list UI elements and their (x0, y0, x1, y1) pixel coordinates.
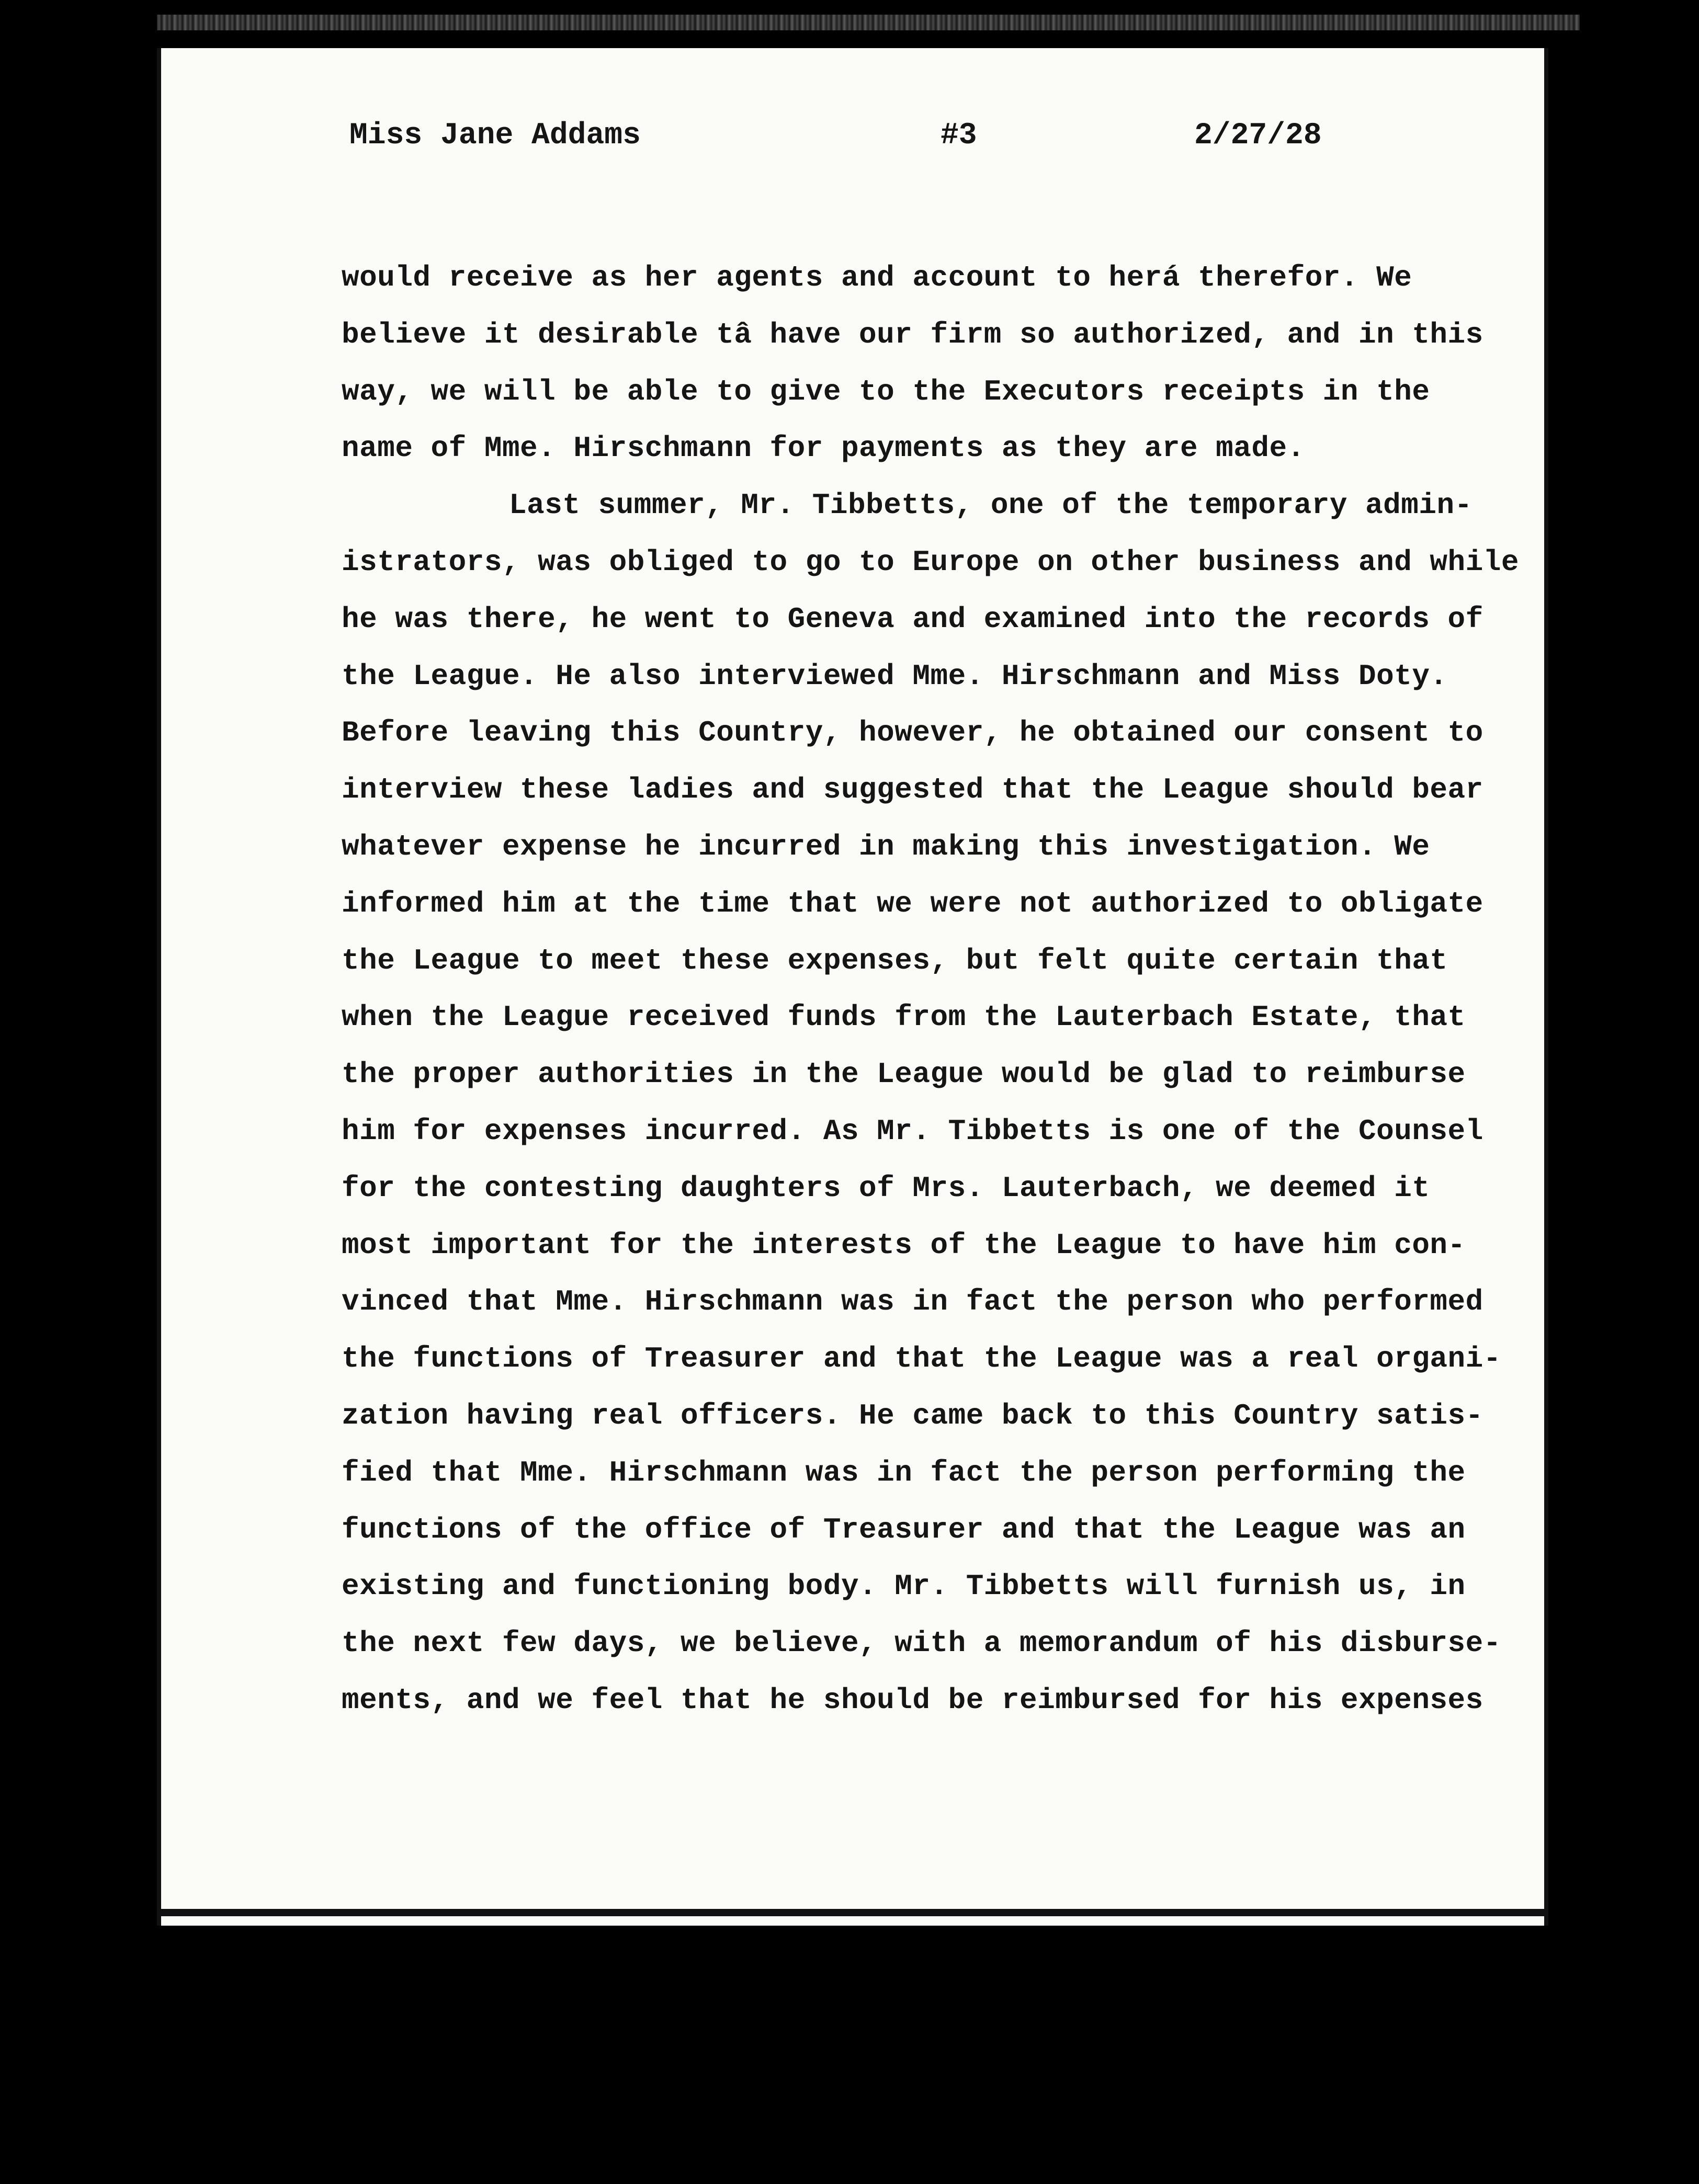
scan-noise-strip (157, 15, 1580, 30)
text-line: informed him at the time that we were not authorized to obligate (342, 886, 1483, 920)
paragraph-start-line: Last summer, Mr. Tibbetts, one of the temporary admin- (509, 488, 1473, 522)
text-line: him for expenses incurred. As Mr. Tibbetts is one of the Counsel (342, 1114, 1483, 1148)
text-line: the next few days, we believe, with a memorandum of his disburse- (342, 1626, 1501, 1660)
text-line: Before leaving this Country, however, he obtained our consent to (342, 716, 1483, 750)
page-bottom-edge (157, 1909, 1548, 1916)
letter-date: 2/27/28 (1194, 119, 1322, 153)
letter-page (157, 48, 1548, 1926)
letter-header (161, 119, 1544, 166)
text-line: he was there, he went to Geneva and examined into the records of (342, 602, 1483, 636)
text-line: would receive as her agents and account to herá therefor. We (342, 261, 1412, 294)
text-line: ments, and we feel that he should be reimbursed for his expenses (342, 1683, 1483, 1717)
text-line: fied that Mme. Hirschmann was in fact the person performing the (342, 1455, 1466, 1489)
text-line: vinced that Mme. Hirschmann was in fact the person who performed (342, 1285, 1483, 1319)
text-line: the functions of Treasurer and that the League was a real organi- (342, 1342, 1501, 1376)
text-line: existing and functioning body. Mr. Tibbetts will furnish us, in (342, 1569, 1466, 1603)
text-line: for the contesting daughters of Mrs. Lauterbach, we deemed it (342, 1171, 1430, 1205)
text-line: functions of the office of Treasurer and that the League was an (342, 1512, 1466, 1546)
text-line: most important for the interests of the League to have him con- (342, 1228, 1466, 1262)
letter-body (342, 249, 1519, 1729)
text-line: zation having real officers. He came back to this Country satis- (342, 1398, 1483, 1432)
text-line: interview these ladies and suggested that the League should bear (342, 773, 1483, 807)
addressee: Miss Jane Addams (349, 119, 641, 153)
text-line: name of Mme. Hirschmann for payments as they are made. (342, 431, 1305, 465)
text-line: the League to meet these expenses, but felt quite certain that (342, 943, 1448, 977)
page-number: #3 (941, 119, 977, 153)
text-line: the League. He also interviewed Mme. Hirschmann and Miss Doty. (342, 659, 1448, 693)
text-line: istrators, was obliged to go to Europe on other business and while (342, 545, 1519, 579)
text-line: when the League received funds from the Lauterbach Estate, that (342, 1000, 1466, 1034)
text-line: the proper authorities in the League would be glad to reimburse (342, 1057, 1466, 1091)
text-line: whatever expense he incurred in making this investigation. We (342, 829, 1430, 863)
text-line: way, we will be able to give to the Executors receipts in the (342, 374, 1430, 408)
text-line: believe it desirable tâ have our firm so authorized, and in this (342, 317, 1483, 351)
